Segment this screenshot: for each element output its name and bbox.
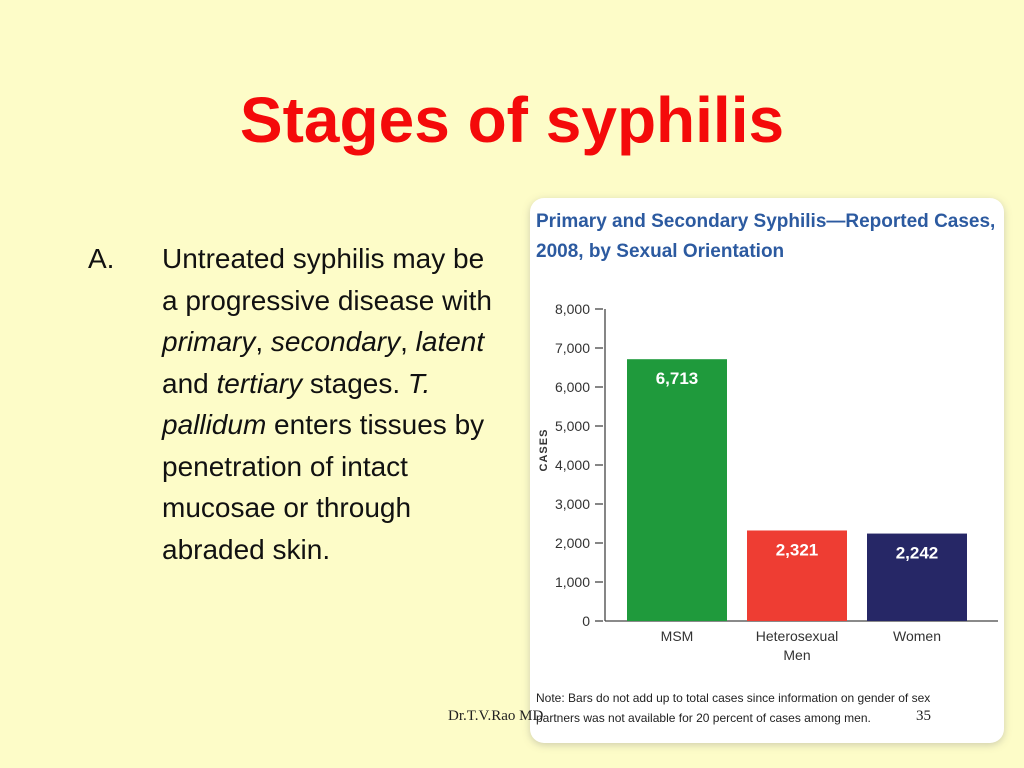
bullet-text-segment: Untreated syphilis may be a progressive disease with bbox=[162, 243, 492, 316]
bullet-text-segment: and bbox=[162, 367, 217, 399]
chart-title-line: Primary and Secondary Syphilis—Reported Cases, bbox=[536, 211, 996, 232]
bar bbox=[627, 359, 727, 621]
bullet-text-segment: enters tissues by penetration of intact mucosae or through abraded skin. bbox=[162, 409, 485, 565]
y-tick-label: 5,000 bbox=[554, 418, 590, 434]
page-number: 35 bbox=[916, 708, 931, 724]
chart-note-line: Note: Bars do not add up to total cases since information on gender of sex bbox=[536, 691, 931, 705]
y-tick-label: 4,000 bbox=[554, 457, 590, 473]
bullet-text-segment: , bbox=[400, 326, 416, 357]
bullet-text-italic: T. pallidum bbox=[162, 367, 431, 440]
bullet-text bbox=[162, 238, 502, 570]
chart-title-line: 2008, by Sexual Orientation bbox=[536, 241, 785, 262]
footer-author: Dr.T.V.Rao MD bbox=[448, 708, 544, 724]
y-tick-label: 8,000 bbox=[554, 301, 590, 317]
chart-card bbox=[530, 198, 1004, 743]
bar-chart bbox=[530, 198, 1004, 743]
x-category-label: Men bbox=[783, 647, 811, 663]
y-axis-label: CASES bbox=[538, 428, 550, 472]
y-tick-label: 7,000 bbox=[554, 340, 590, 356]
bullet-text-italic: secondary bbox=[270, 326, 401, 357]
y-tick-label: 0 bbox=[582, 613, 590, 629]
bar-value-label: 2,242 bbox=[895, 543, 939, 563]
y-tick-label: 1,000 bbox=[554, 574, 590, 590]
bullet-text-segment: stages. bbox=[302, 367, 408, 399]
bullet-text-italic: primary bbox=[162, 326, 256, 357]
x-category-label: MSM bbox=[660, 628, 694, 644]
y-tick-label: 3,000 bbox=[554, 496, 590, 512]
bullet-text-italic: tertiary bbox=[216, 367, 303, 399]
y-tick-label: 6,000 bbox=[554, 379, 590, 395]
bullet-marker: A. bbox=[88, 243, 115, 274]
slide-title: Stages of syphilis bbox=[239, 84, 785, 156]
chart-note-line: partners was not available for 20 percent of cases among men. bbox=[536, 711, 871, 725]
bar-value-label: 6,713 bbox=[655, 369, 699, 389]
bullet-text-segment: , bbox=[255, 326, 271, 357]
bullet-text-italic: latent bbox=[415, 326, 485, 357]
x-category-label: Women bbox=[893, 628, 941, 644]
x-category-label: Heterosexual bbox=[755, 628, 839, 644]
y-tick-label: 2,000 bbox=[554, 535, 590, 551]
bar-value-label: 2,321 bbox=[775, 540, 819, 560]
